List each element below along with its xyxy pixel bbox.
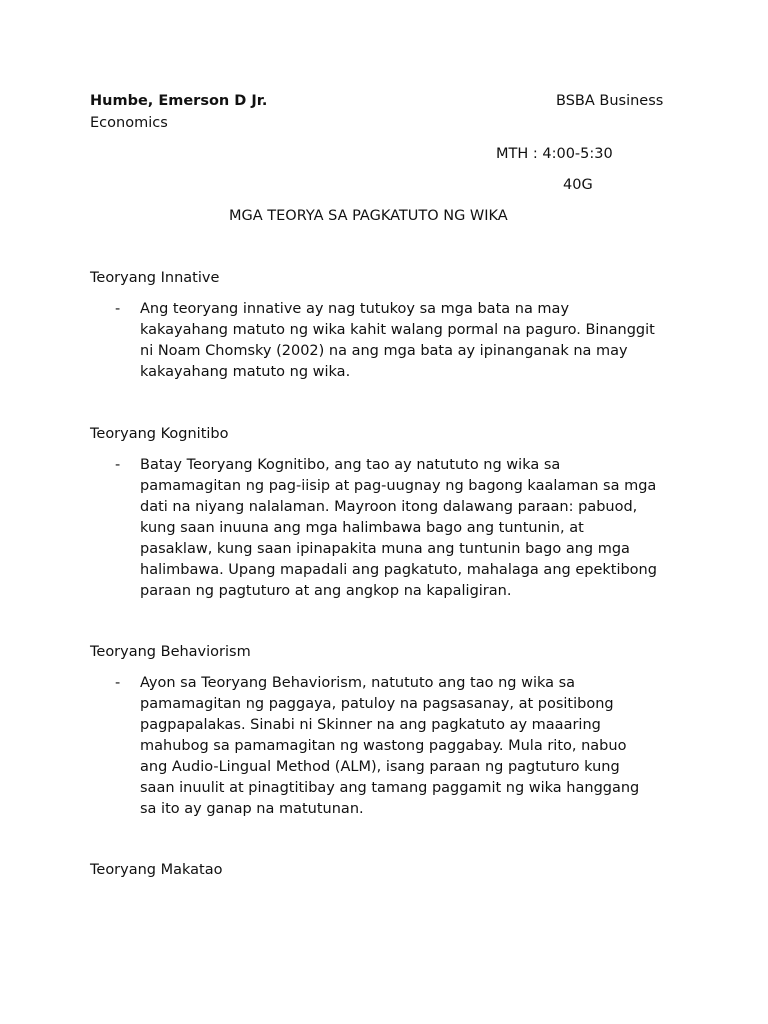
section-body-behaviorism — [140, 673, 685, 820]
section-heading-innative: Teoryang Innative — [90, 270, 220, 286]
section-heading-behaviorism: Teoryang Behaviorism — [90, 644, 251, 660]
body-line: ang Audio-Lingual Method (ALM), isang paraan ng pagtuturo kung — [140, 759, 620, 775]
body-line: halimbawa. Upang mapadali ang pagkatuto, mahalaga ang epektibong — [140, 562, 657, 578]
room-number: 40G — [563, 177, 593, 193]
section-body-kognitibo — [140, 455, 685, 602]
body-line: sa ito ay ganap na matutunan. — [140, 801, 364, 817]
body-line: pasaklaw, kung saan ipinapakita muna ang tuntunin bago ang mga — [140, 541, 630, 557]
bullet-marker: - — [115, 675, 121, 691]
body-line: kung saan inuuna ang mga halimbawa bago ang tuntunin, at — [140, 520, 584, 536]
section-heading-kognitibo: Teoryang Kognitibo — [90, 426, 229, 442]
bullet-marker: - — [115, 457, 121, 473]
class-schedule: MTH : 4:00-5:30 — [496, 146, 613, 162]
body-line: Ang teoryang innative ay nag tutukoy sa mga bata na may — [140, 301, 570, 317]
body-line: mahubog sa pamamagitan ng wastong paggabay. Mula rito, nabuo — [140, 738, 627, 754]
section-heading-makatao: Teoryang Makatao — [90, 862, 223, 878]
course-label: BSBA Business — [556, 93, 664, 109]
course-label-continued: Economics — [90, 115, 168, 131]
body-line: ni Noam Chomsky (2002) na ang mga bata ay ipinanganak na may — [140, 343, 628, 359]
body-line: paraan ng pagtuturo at ang angkop na kapaligiran. — [140, 583, 512, 599]
body-line: Batay Teoryang Kognitibo, ang tao ay natututo ng wika sa — [140, 457, 561, 473]
document-title: MGA TEORYA SA PAGKATUTO NG WIKA — [229, 208, 508, 224]
bullet-marker: - — [115, 301, 121, 317]
body-line: pagpapalakas. Sinabi ni Skinner na ang pagkatuto ay maaaring — [140, 717, 601, 733]
section-body-innative — [140, 299, 685, 383]
body-line: pamamagitan ng pag-iisip at pag-uugnay ng bagong kaalaman sa mga — [140, 478, 657, 494]
body-line: Ayon sa Teoryang Behaviorism, natututo ang tao ng wika sa — [140, 675, 576, 691]
body-line: kakayahang matuto ng wika kahit walang pormal na paguro. Binanggit — [140, 322, 655, 338]
body-line: kakayahang matuto ng wika. — [140, 364, 351, 380]
body-line: saan inuulit at pinagtitibay ang tamang paggamit ng wika hanggang — [140, 780, 640, 796]
body-line: dati na niyang nalalaman. Mayroon itong dalawang paraan: pabuod, — [140, 499, 638, 515]
body-line: pamamagitan ng paggaya, patuloy na pagsasanay, at positibong — [140, 696, 614, 712]
student-name: Humbe, Emerson D Jr. — [90, 93, 268, 109]
